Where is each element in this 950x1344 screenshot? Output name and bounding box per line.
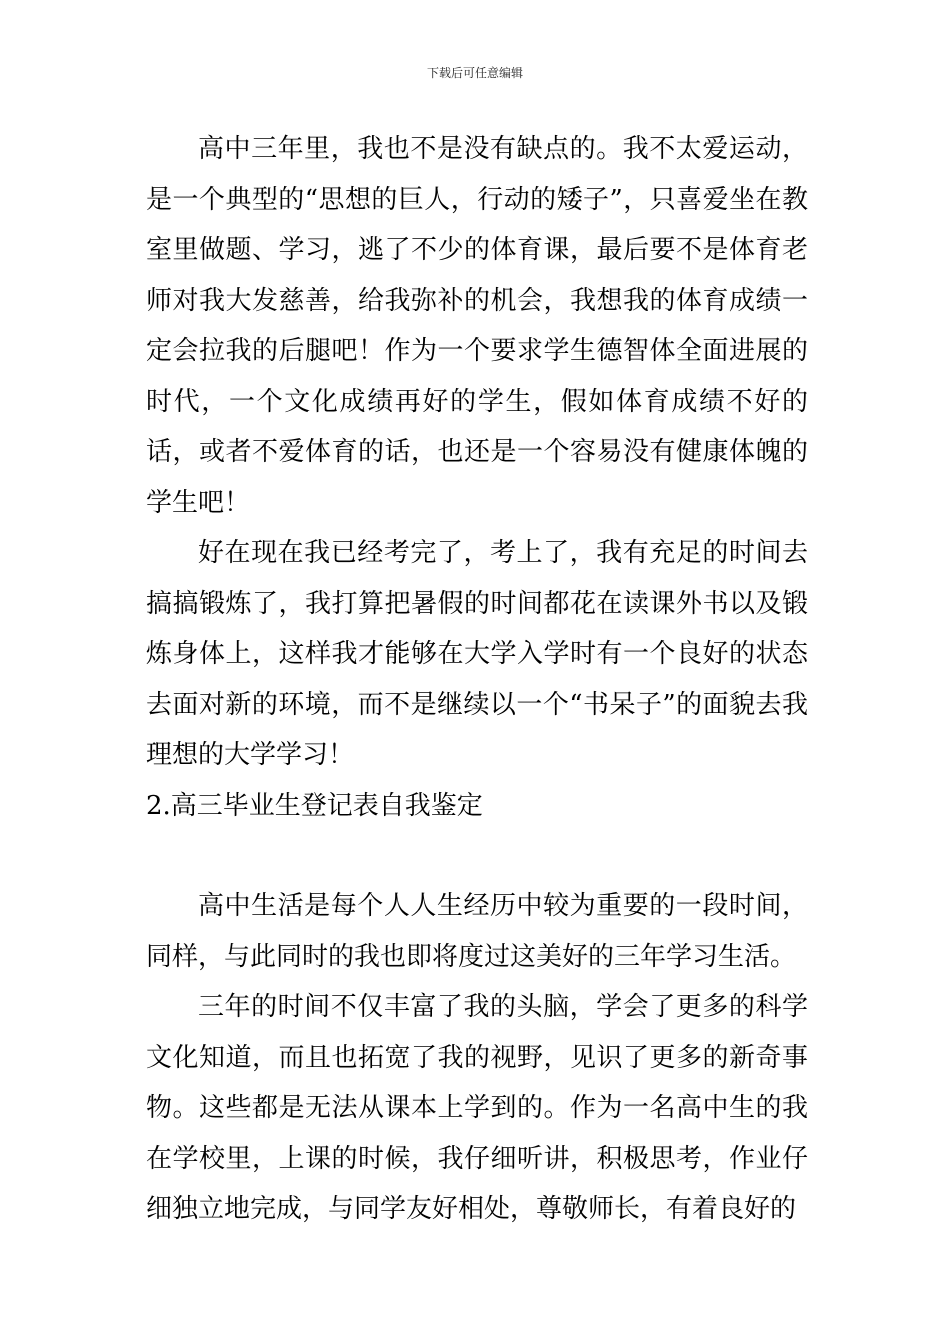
- blank-line: [146, 831, 808, 881]
- paragraph-shortcomings: 高中三年里，我也不是没有缺点的。我不太爱运动，是一个典型的“思想的巨人，行动的矮子”，只喜爱坐在教室里做题、学习，逃了不少的体育课，最后要不是体育老师对我大发慈善，给我弥补的机会，我想我的体育成绩一定会拉我的后腿吧！作为一个要求学生德智体全面进展的时代，一个文化成绩再好的学生，假如体育成绩不好的话，或者不爱体育的话，也还是一个容易没有健康体魄的学生吧！: [146, 134, 808, 518]
- paragraph-summer-plan: 好在现在我已经考完了，考上了，我有充足的时间去搞搞锻炼了，我打算把暑假的时间都花在读课外书以及锻炼身体上，这样我才能够在大学入学时有一个良好的状态去面对新的环境，而不是继续以一个“书呆子”的面貌去我理想的大学学习！: [146, 538, 808, 770]
- section-heading: 2.高三毕业生登记表自我鉴定: [146, 790, 483, 821]
- paragraph-high-school-life: 高中生活是每个人人生经历中较为重要的一段时间，同样，与此同时的我也即将度过这美好的三年学习生活。: [146, 891, 808, 972]
- page-header-note: 下载后可任意编辑: [426, 66, 523, 80]
- paragraph-three-years: 三年的时间不仅丰富了我的头脑，学会了更多的科学文化知道，而且也拓宽了我的视野，见识了更多的新奇事物。这些都是无法从课本上学到的。作为一名高中生的我在学校里，上课的时候，我仔细听讲，积极思考，作业仔细独立地完成，与同学友好相处，尊敬师长，有着良好的: [146, 992, 808, 1224]
- document-body: [146, 124, 808, 1235]
